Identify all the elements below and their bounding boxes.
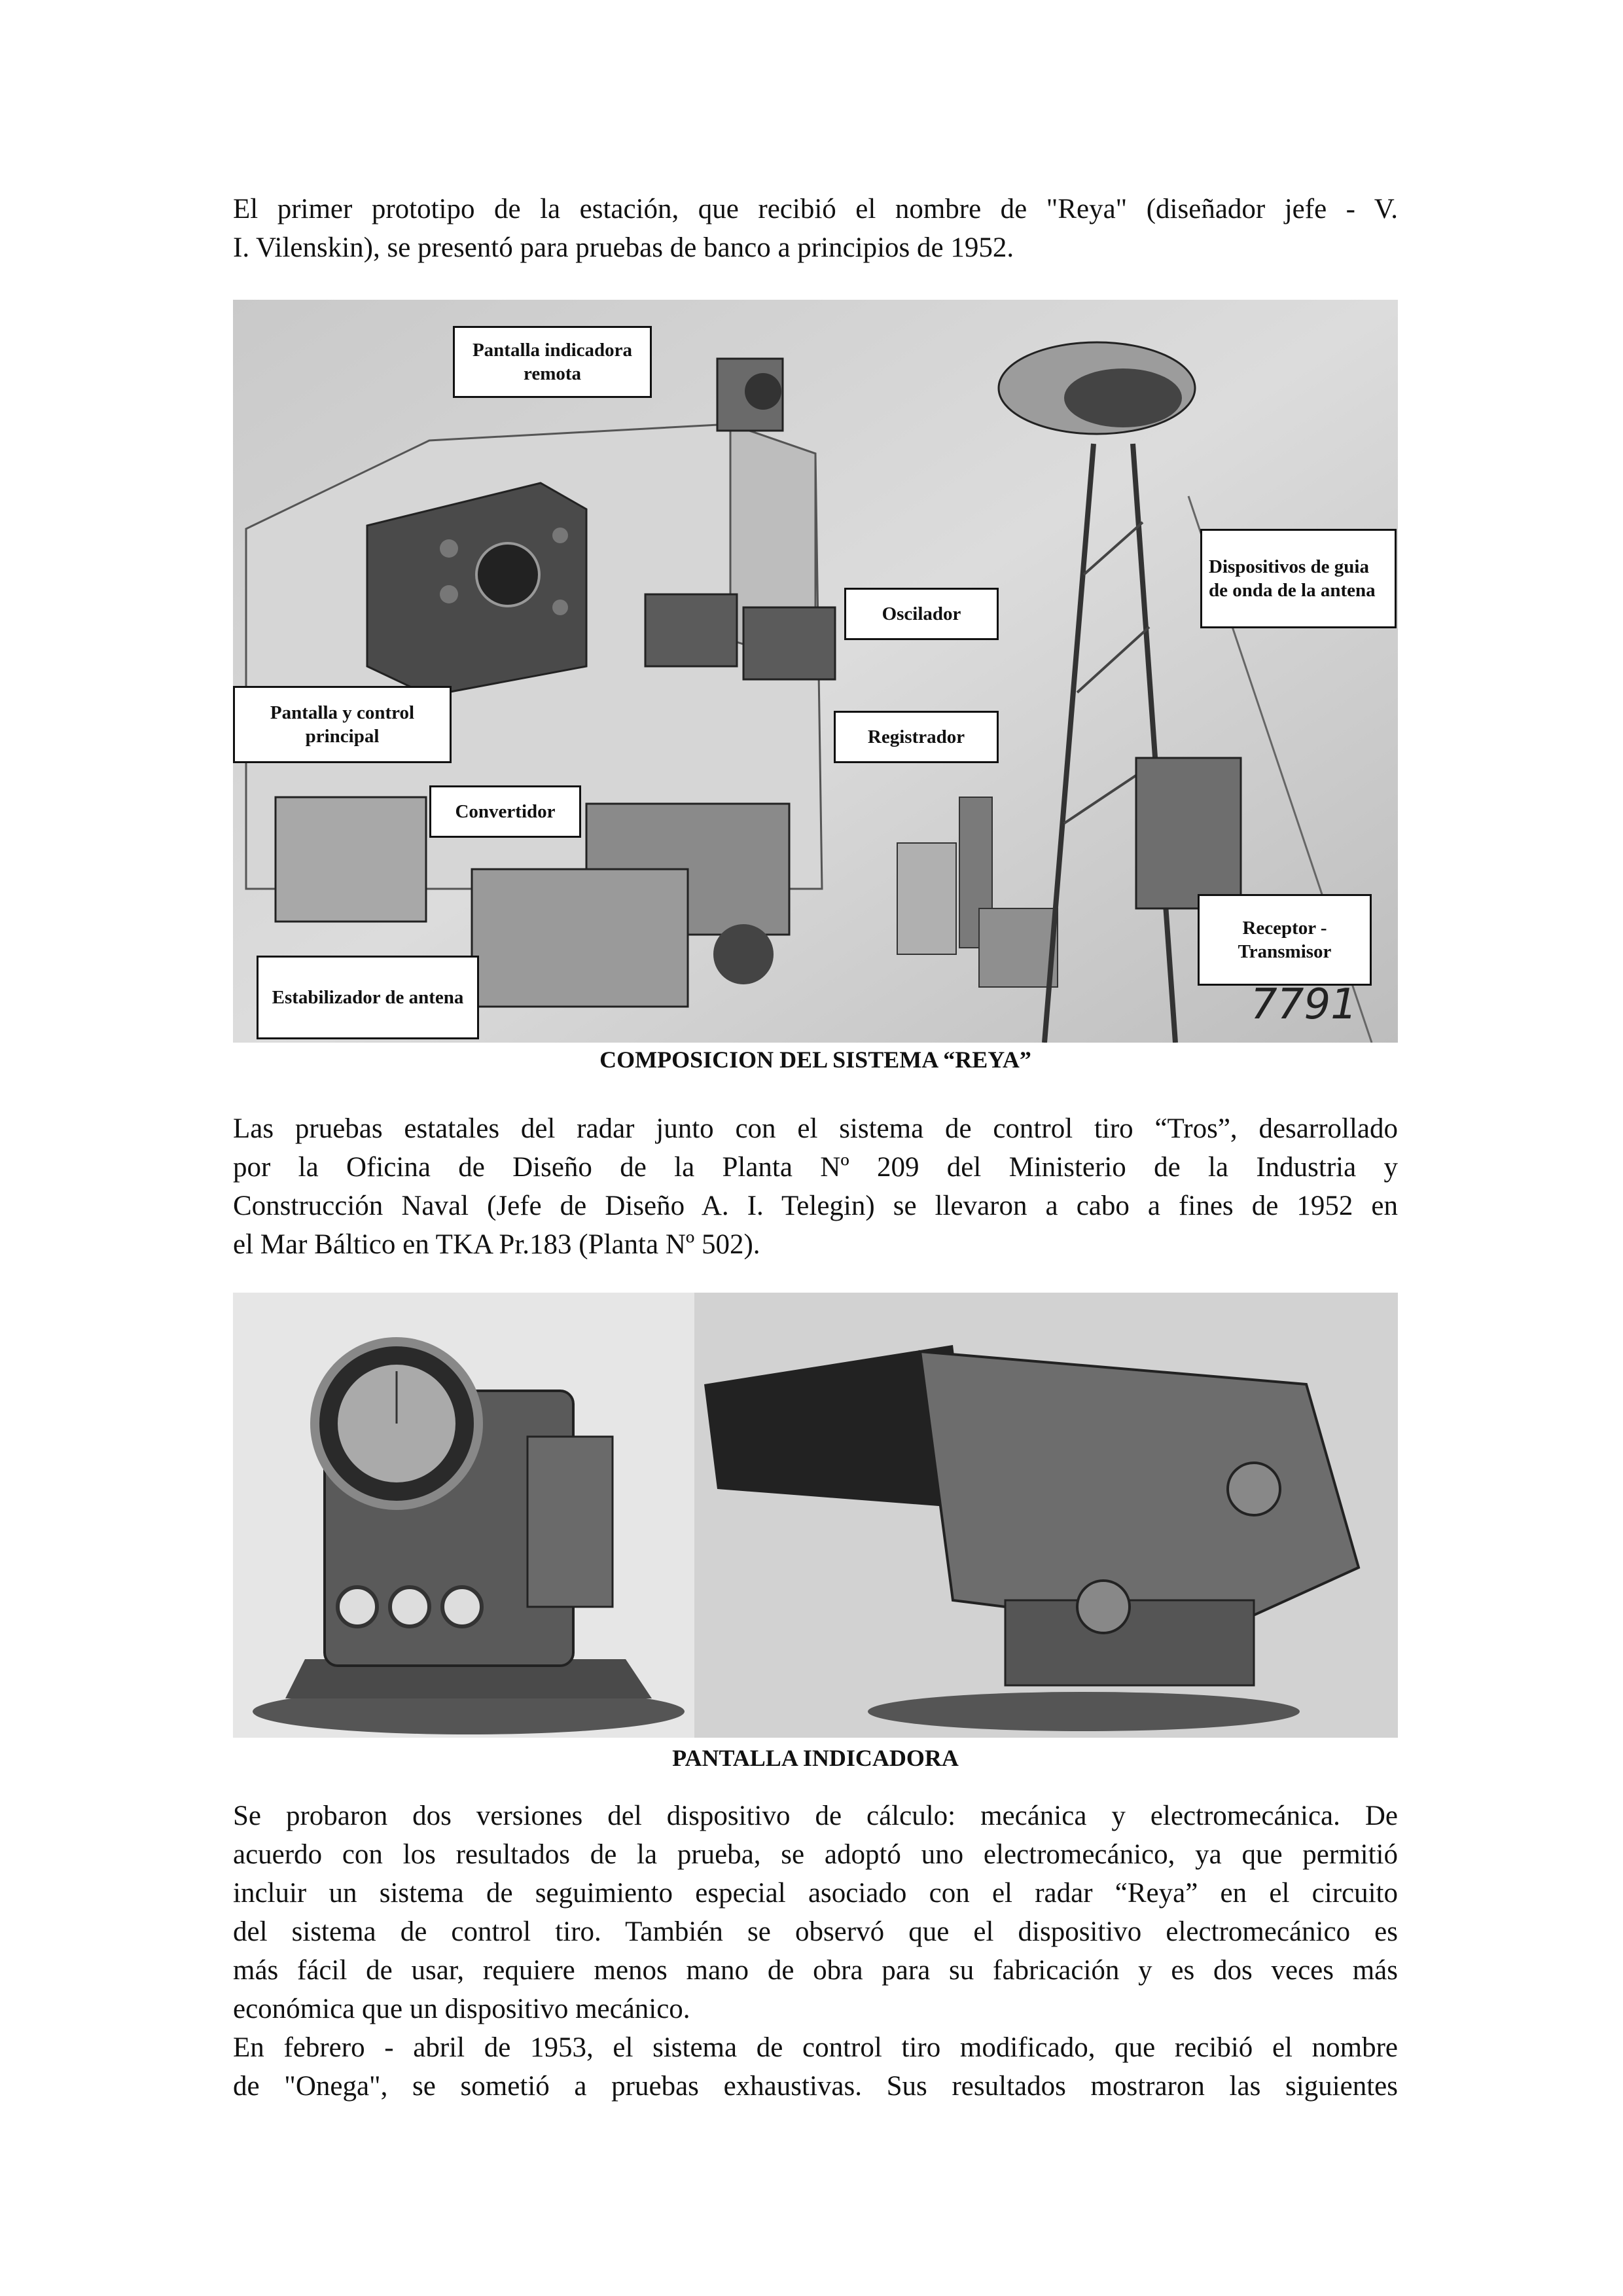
- text-line: por la Oficina de Diseño de la Planta Nº 209 del Ministerio de la Industria y: [233, 1152, 1398, 1183]
- figure2-caption: PANTALLA INDICADORA: [672, 1745, 959, 1771]
- text-line: de "Onega", se sometió a pruebas exhaustivas. Sus resultados mostraron las siguientes: [233, 2071, 1398, 2102]
- indicator-display-photo: [233, 1293, 1398, 1738]
- text-line: acuerdo con los resultados de la prueba, se adoptó uno electromecánico, ya que permitió: [233, 1839, 1398, 1870]
- text-line: del sistema de control tiro. También se observó que el dispositivo electromecánico es: [233, 1916, 1398, 1947]
- label-stabilizer: Estabilizador de antena: [257, 956, 479, 1039]
- label-receiver: Receptor - Transmisor: [1198, 894, 1372, 986]
- figure-stamp-number: 7791: [1251, 980, 1357, 1029]
- indicator-display-photos: [233, 1293, 1398, 1738]
- label-main-display: Pantalla y control principal: [233, 686, 452, 763]
- text-line: En febrero - abril de 1953, el sistema de control tiro modificado, que recibió el nombre: [233, 2032, 1398, 2063]
- label-oscillator: Oscilador: [844, 588, 999, 640]
- text-line: El primer prototipo de la estación, que recibió el nombre de "Reya" (diseñador jefe - V.: [233, 194, 1398, 224]
- text-line: incluir un sistema de seguimiento especial asociado con el radar “Reya” en el circuito: [233, 1878, 1398, 1909]
- label-recorder: Registrador: [834, 711, 999, 763]
- text-line: Construcción Naval (Jefe de Diseño A. I. Telegin) se llevaron a cabo a fines de 1952 en: [233, 1191, 1398, 1221]
- text-line: económica que un dispositivo mecánico.: [233, 1994, 690, 2024]
- text-line: más fácil de usar, requiere menos mano de obra para su fabricación y es dos veces más: [233, 1955, 1398, 1986]
- text-line: el Mar Báltico en TKA Pr.183 (Planta Nº 502).: [233, 1229, 760, 1260]
- text-line: Las pruebas estatales del radar junto con el sistema de control tiro “Tros”, desarrollado: [233, 1113, 1398, 1144]
- text-line: I. Vilenskin), se presentó para pruebas de banco a principios de 1952.: [233, 232, 1014, 263]
- trials-paragraph: [233, 1109, 1398, 1264]
- reya-system-figure: [233, 300, 1398, 1043]
- label-converter: Convertidor: [429, 785, 581, 838]
- text-line: Se probaron dos versiones del dispositivo de cálculo: mecánica y electromecánica. De: [233, 1801, 1398, 1831]
- label-waveguide: Dispositivos de guia de onda de la antena: [1200, 529, 1397, 628]
- computing-device-paragraph: [233, 1797, 1398, 2106]
- remote-display-shape: [717, 359, 783, 431]
- label-remote-display: Pantalla indicadora remota: [453, 326, 652, 398]
- intro-paragraph: [233, 190, 1398, 267]
- figure1-caption: COMPOSICION DEL SISTEMA “REYA”: [599, 1047, 1031, 1073]
